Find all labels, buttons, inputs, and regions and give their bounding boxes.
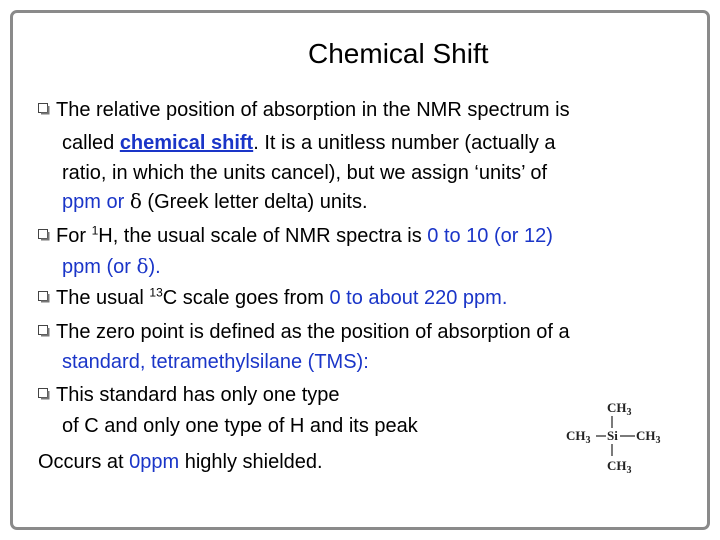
checkbox-bullet-icon [38,291,50,303]
text-segment: (Greek letter delta) units. [141,191,368,213]
paragraph-2-line-2 [62,254,161,279]
tms-structure [560,396,670,476]
tms-top-methyl: $CH_3$ [607,400,632,418]
zero-ppm: 0ppm [129,451,180,473]
slide-title: Chemical Shift [308,38,489,69]
text-segment: ppm (or [62,256,137,278]
paragraph-1-line-3: ratio, in which the units cancel), but we assign ‘units’ of [62,162,548,184]
checkbox-bullet-icon [38,325,50,337]
paragraph-4-line-2: standard, tetramethylsilane (TMS): [62,351,369,373]
tms-bottom-methyl: $CH_3$ [607,458,632,476]
paragraph-6 [38,450,323,474]
paragraph-1-line-1: The relative position of absorption in the NMR spectrum is [56,99,570,121]
paragraph-5-line-1: This standard has only one type [56,384,340,406]
paragraph-1-line-2 [62,131,556,155]
ppm-or-label: ppm or [62,191,130,213]
paragraph-4-line-1: The zero point is defined as the position of absorption of a [56,321,570,343]
tms-left-methyl: $CH_3$ [566,428,591,446]
text-segment: highly shielded. [179,451,323,473]
text-segment: Occurs at [38,451,130,473]
checkbox-bullet-icon [38,103,50,115]
bullet-line-2 [38,224,553,248]
text-segment: called [62,132,120,154]
checkbox-bullet-icon [38,388,50,400]
superscript: 13 [149,285,163,300]
superscript: 1 [91,223,99,238]
tms-silicon: Si [607,428,618,443]
delta-symbol: δ [129,189,142,213]
scale-range: 0 to 10 (or 12) [427,225,553,247]
bullet-line-1 [38,98,570,122]
text-segment: H, the usual scale of NMR spectra is [98,225,428,247]
bullet-line-4 [38,320,570,344]
checkbox-bullet-icon [38,229,50,241]
text-segment: ). [148,256,161,278]
bullet-line-5 [38,383,340,407]
delta-symbol: δ [136,254,149,278]
tms-right-methyl: $CH_3$ [636,428,661,446]
text-segment: . It is a unitless number (actually a [253,132,556,154]
text-segment: C scale goes from [162,287,330,309]
paragraph-5-line-2: of C and only one type of H and its peak [62,415,418,437]
bullet-line-3 [38,286,507,310]
scale-range: 0 to about 220 ppm. [329,287,508,309]
text-segment: The usual [56,287,150,309]
text-segment: For [56,225,92,247]
paragraph-1-line-4 [62,189,368,214]
chemical-shift-term: chemical shift [119,132,254,154]
